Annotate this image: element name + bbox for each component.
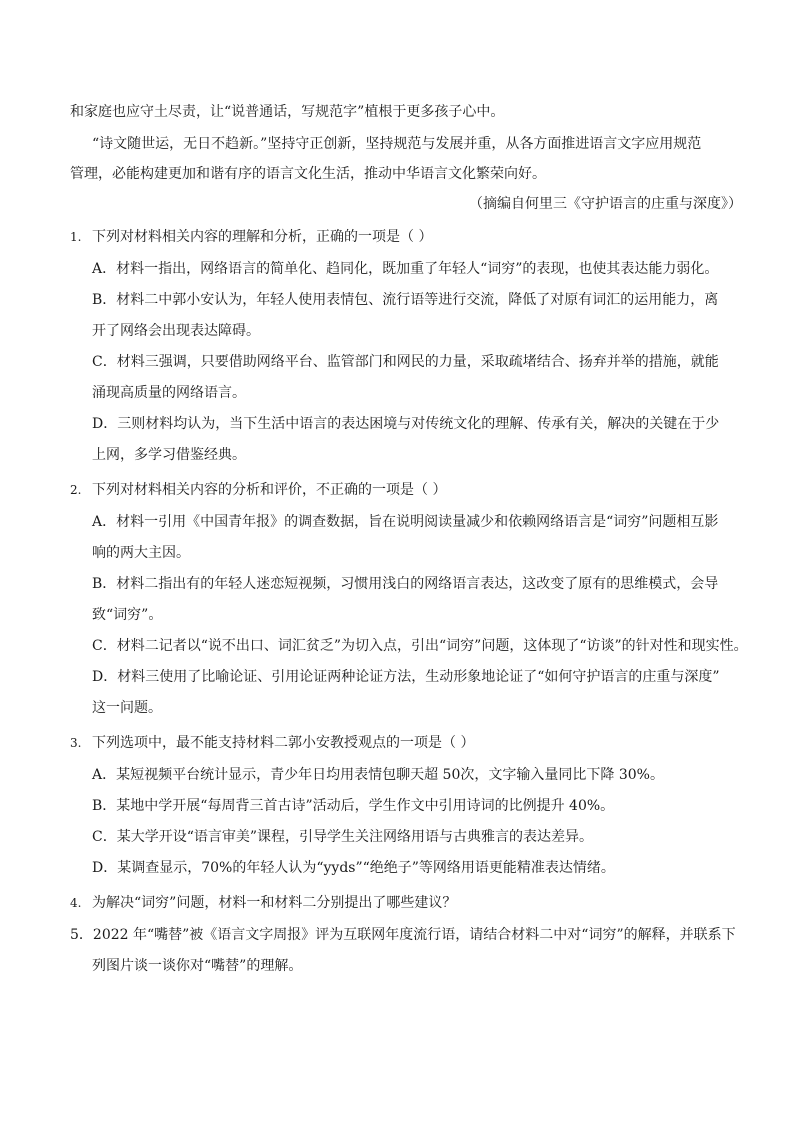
question-5-cont: 列图片谈一谈你对“嘴替”的理解。 — [92, 958, 303, 974]
q1-option-c-cont: 涌现高质量的网络语言。 — [92, 385, 246, 401]
question-5: 5．2022 年“嘴替”被《语言文字周报》评为互联网年度流行语，请结合材料二中对“词穷”的解释，并联系下 — [70, 927, 736, 943]
q1-option-b: B．材料二中郭小安认为，年轻人使用表情包、流行语等进行交流，降低了对原有词汇的运用能力，离 — [92, 292, 719, 308]
question-number: 3. — [70, 736, 82, 750]
q2-option-c: C．材料二记者以“说不出口、词汇贫乏”为切入点，引出“词穷”问题，这体现了“访谈”的针对性和现实性。 — [92, 638, 748, 654]
q1-option-d: D．三则材料均认为，当下生活中语言的表达困境与对传统文化的理解、传承有关，解决的关键在于少 — [92, 416, 720, 432]
q2-option-b-cont: 致“词穷”。 — [92, 607, 163, 623]
q1-option-c: C．材料三强调，只要借助网络平台、监管部门和网民的力量，采取疏堵结合、扬弃并举的措施，就能 — [92, 354, 719, 370]
intro-line-2: “诗文随世运，无日不趋新。”坚持守正创新，坚持规范与发展并重，从各方面推进语言文字应用规范 — [92, 136, 702, 152]
question-4: 4. 为解决“词穷”问题，材料一和材料二分别提出了哪些建议？ — [70, 895, 457, 911]
question-2-stem: 2. 下列对材料相关内容的分析和评价，不正确的一项是（ ） — [70, 482, 447, 498]
q1-option-d-cont: 上网，多学习借鉴经典。 — [92, 447, 246, 463]
q1-option-b-cont: 开了网络会出现表达障碍。 — [92, 323, 260, 339]
question-1-stem: 1. 下列对材料相关内容的理解和分析，正确的一项是（ ） — [70, 229, 433, 245]
intro-line-1: 和家庭也应守土尽责，让“说普通话，写规范字”植根于更多孩子心中。 — [70, 104, 505, 120]
q3-option-c: C．某大学开设“语言审美”课程，引导学生关注网络用语与古典雅言的表达差异。 — [92, 829, 594, 845]
source-citation: （摘编自何里三《守护语言的庄重与深度》） — [469, 196, 742, 212]
q2-option-a: A．材料一引用《中国青年报》的调查数据，旨在说明阅读量减少和依赖网络语言是“词穷”问题相互影 — [92, 514, 719, 530]
q2-option-b: B．材料二指出有的年轻人迷恋短视频，习惯用浅白的网络语言表达，这改变了原有的思维模式，会导 — [92, 576, 719, 592]
q1-option-a: A．材料一指出，网络语言的简单化、趋同化，既加重了年轻人“词穷”的表现，也使其表达能力弱化。 — [92, 261, 719, 277]
q2-option-d: D．材料三使用了比喻论证、引用论证两种论证方法，生动形象地论证了“如何守护语言的庄重与深度” — [92, 669, 720, 685]
question-number: 2. — [70, 483, 82, 497]
q3-option-d: D．某调查显示，70%的年轻人认为“yyds”“绝绝子”等网络用语更能精准表达情绪。 — [92, 860, 615, 876]
q3-option-a: A．某短视频平台统计显示，青少年日均用表情包聊天超 50次，文字输入量同比下降 30%。 — [92, 767, 664, 783]
q2-option-a-cont: 响的两大主因。 — [92, 545, 190, 561]
question-number: 4. — [70, 896, 82, 910]
q3-option-b: B．某地中学开展“每周背三首古诗”活动后，学生作文中引用诗词的比例提升 40%。 — [92, 798, 615, 814]
q2-option-d-cont: 这一问题。 — [92, 700, 162, 716]
intro-line-3: 管理，必能构建更加和谐有序的语言文化生活，推动中华语言文化繁荣向好。 — [70, 166, 546, 182]
question-3-stem: 3. 下列选项中，最不能支持材料二郭小安教授观点的一项是（ ） — [70, 735, 475, 751]
question-number: 1. — [70, 230, 82, 244]
